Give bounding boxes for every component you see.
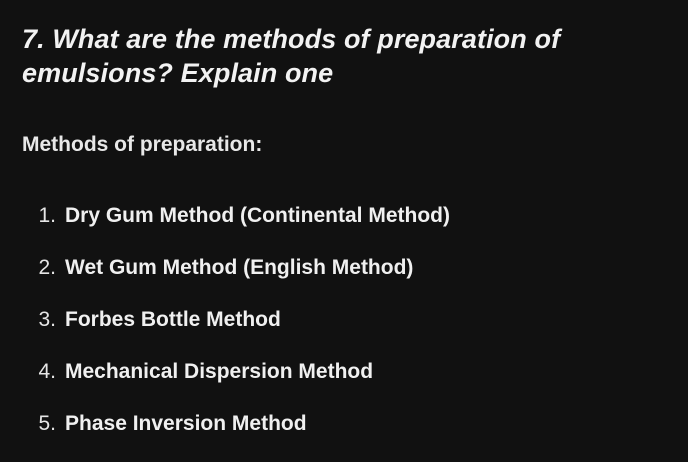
question-title: 7. What are the methods of preparation of emulsions? Explain one xyxy=(22,24,561,88)
list-item-number: 5. xyxy=(38,412,56,435)
list-item xyxy=(22,410,672,462)
list-item-label: Forbes Bottle Method xyxy=(65,308,281,331)
list-item xyxy=(22,358,672,410)
list-item-number: 1. xyxy=(38,204,56,227)
list-item-label: Wet Gum Method (English Method) xyxy=(65,256,414,279)
methods-heading: Methods of preparation: xyxy=(22,133,263,156)
list-item-label: Mechanical Dispersion Method xyxy=(65,360,374,383)
list-item-label: Phase Inversion Method xyxy=(65,412,307,435)
list-item-number: 2. xyxy=(38,256,56,279)
answer-content xyxy=(22,22,672,462)
methods-list xyxy=(22,202,672,462)
list-item xyxy=(22,254,672,306)
list-item xyxy=(22,306,672,358)
list-item-number: 4. xyxy=(38,360,56,383)
list-item xyxy=(22,202,672,254)
list-item-label: Dry Gum Method (Continental Method) xyxy=(65,204,450,227)
list-item-number: 3. xyxy=(38,308,56,331)
